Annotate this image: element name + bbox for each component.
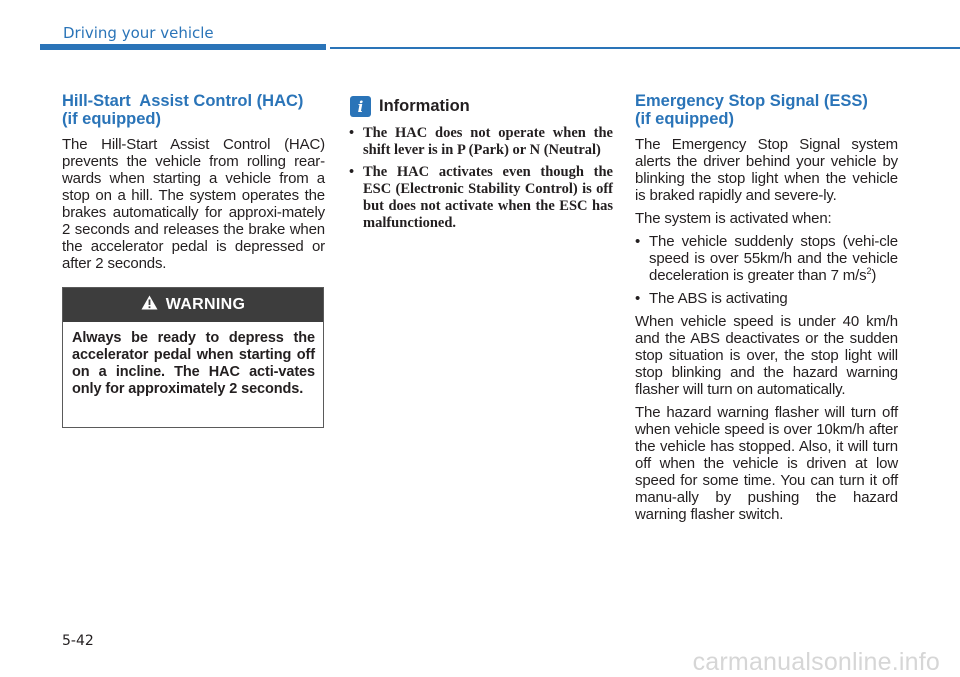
page-number: 5-42 <box>62 633 94 649</box>
info-icon: i <box>350 96 371 117</box>
ess-intro: The Emergency Stop Signal system alerts the driver behind your vehicle by blinking the stop light when the vehicle is braked rapidly and severe-ly. <box>635 136 898 204</box>
ess-condition-item: • The ABS is activating <box>635 290 788 307</box>
hac-title-line2: (if equipped) <box>62 110 161 128</box>
ess-conditions-list <box>635 233 898 307</box>
ess-flasher-paragraph: The hazard warning flasher will turn off when vehicle speed is over 10km/h after the vehicle has stopped. Also, it will turn off when the vehicle is driven at low speed for some time. You can turn it off manu-ally by pushing the hazard warning flasher switch. <box>635 404 898 523</box>
warning-triangle-icon <box>141 295 158 315</box>
ess-column <box>635 92 898 529</box>
ess-activated-when: The system is activated when: <box>635 210 832 227</box>
information-item: • The HAC does not operate when the shift lever is in P (Park) or N (Neutral) <box>349 125 613 158</box>
ess-deactivate-paragraph: When vehicle speed is under 40 km/h and the ABS deactivates or the sudden stop situation is over, the stop light will stop blinking and the hazard warning flasher will turn on automatically. <box>635 313 898 398</box>
warning-header <box>63 288 323 322</box>
information-list <box>349 125 613 232</box>
warning-box <box>62 287 324 428</box>
watermark-text: carmanualsonline.info <box>692 648 940 676</box>
hac-description: The Hill-Start Assist Control (HAC) prevents the vehicle from rolling rear-wards when starting a vehicle from a stop on a hill. The system operates the brakes automatically for approxi-mately 2 seconds and releases the brake when the accelerator pedal is depressed or after 2 seconds. <box>62 136 325 272</box>
warning-text: Always be ready to depress the accelerator pedal when starting off on a incline. The HAC acti-vates only for approximately 2 seconds. <box>72 330 315 397</box>
ess-title-line2: (if equipped) <box>635 110 734 128</box>
information-title: Information <box>379 97 470 115</box>
ess-title-line1: Emergency Stop Signal (ESS) <box>635 92 868 110</box>
ess-condition-item: • The vehicle suddenly stops (vehi-cle speed is over 55km/h and the vehicle deceleration is greater than 7 $m/s^2$) <box>635 233 898 284</box>
header-rule-thick <box>40 44 326 50</box>
ess-title <box>635 92 898 128</box>
warning-label: WARNING <box>165 296 246 313</box>
section-header-title: Driving your vehicle <box>63 24 214 42</box>
information-item: • The HAC activates even though the ESC (Electronic Stability Control) is off but does not activate when the ESC has malfunctioned. <box>349 164 613 231</box>
hac-title-line1: Hill-Start Assist Control (HAC) <box>62 92 304 110</box>
hac-title <box>62 92 325 128</box>
hac-column <box>62 92 325 278</box>
information-header <box>350 96 613 117</box>
information-column <box>349 96 613 237</box>
header-rule-thin <box>330 47 960 49</box>
